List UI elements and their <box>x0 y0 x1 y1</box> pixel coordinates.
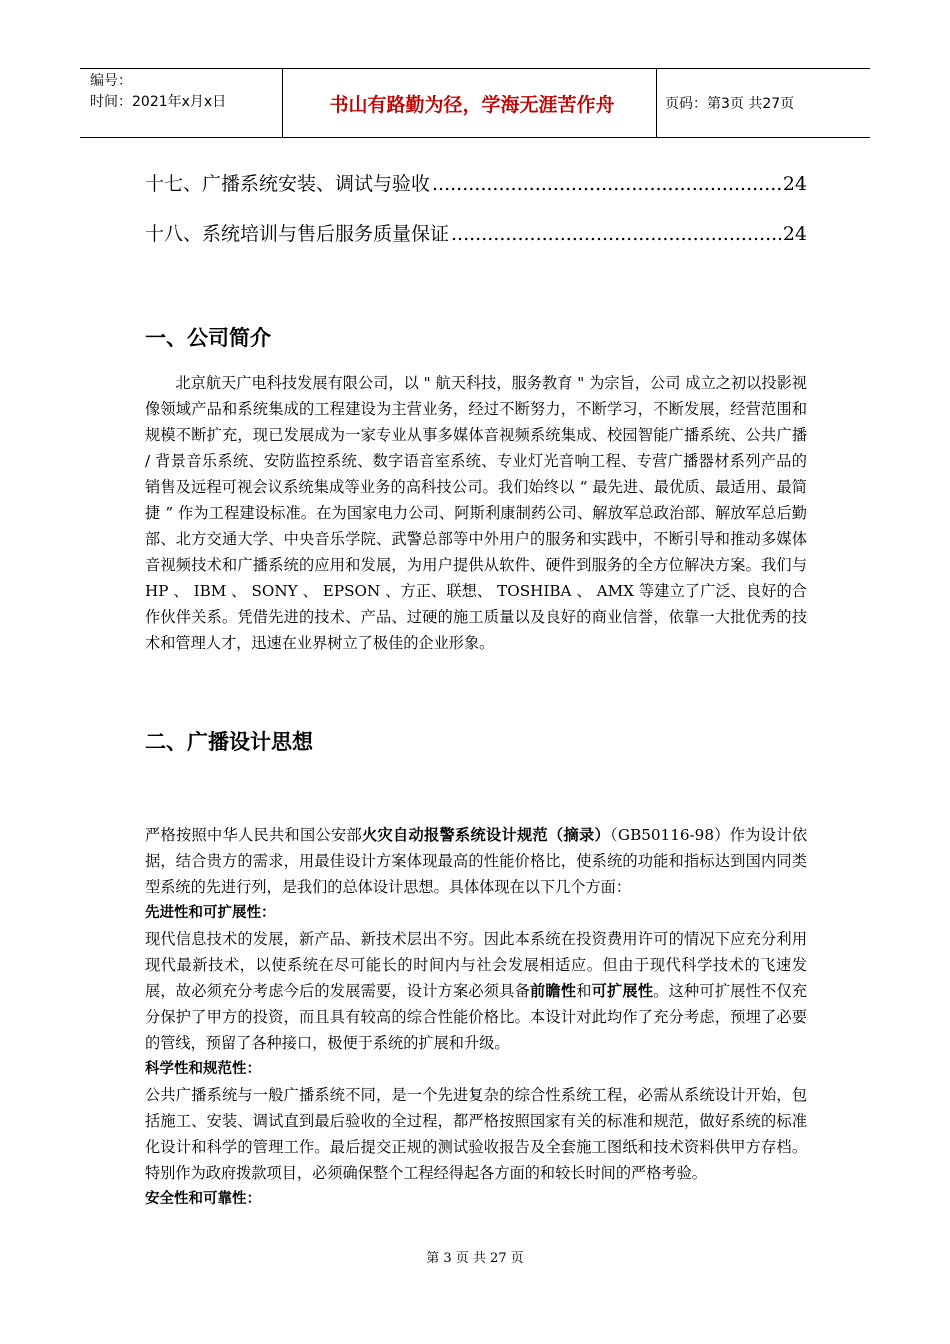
standard-title: 火灾自动报警系统设计规范（摘录） <box>362 826 611 844</box>
page-footer: 第 3 页 共 27 页 <box>426 1251 524 1266</box>
header-motto: 书山有路勤为径，学海无涯苦作舟 <box>329 93 615 116</box>
design-paragraph-2 <box>145 926 807 1056</box>
header-meta <box>90 71 226 113</box>
emphasis: 可扩展性 <box>591 982 654 1000</box>
intro-paragraph <box>145 370 807 656</box>
doc-number-label: 编号： <box>90 73 132 89</box>
design-paragraph-1 <box>145 822 807 900</box>
text-run: 和 <box>576 982 592 1000</box>
header-divider <box>656 69 657 137</box>
text-run: 。这种可扩展性不仅充分保护了甲方的投资，而且具有较高的综合性能价格比。本设计对此均作了充分考虑，预埋了必要的管线，预留了各种接口，极便于系统的扩展和升级。 <box>145 982 808 1052</box>
toc-leader-dots <box>432 172 781 196</box>
toc-entry-page: 24 <box>782 223 807 245</box>
intro-text: 北京航天广电科技发展有限公司，以 " 航天科技，服务教育 " 为宗旨，公司 成立之初以投影视像领域产品和系统集成的工程建设为主营业务，经过不断努力，不断学习，不断发展，经营范围和规模不断扩充，现已发展成为一家专业从事多媒体音视频系统集成、校园智能广播系统、公共广播 / 背景音乐系统、安防监控系统、数字语音室系统、专业灯光音响工程、专营广播器材系列产品的销售及远程可视会议系统集成等业务的高科技公司。我们始终以 “ 最先进、最优质、最适用、最简捷 ” 作为工程建设标准。在为国家电力公司、阿斯利康制药公司、解放军总政治部、解放军总后勤部、北方交通大学、中央音乐学院、武警总部等中外用户的服务和实践中，不断引导和推动多媒体音视频技术和广播系统的应用和发展，为用户提供从软件、硬件到服务的全方位解决方案。我们与 HP 、 IBM 、 SONY 、 EPSON 、方正、联想、 TOSHIBA 、 AMX 等建立了广泛、良好的合作伙伴关系。凭借先进的技术、产品、过硬的施工质量以及良好的商业信誉，依靠一大批优秀的技术和管理人才，迅速在业界树立了极佳的企业形象。 <box>145 374 807 652</box>
toc-entry-title: 十七、广播系统安装、调试与验收 <box>145 173 431 195</box>
text-run: （GB50116-98）作为设计依据，结合贵方的需求，用最佳设计方案体现最高的性能价格比，使系统的功能和指标达到国内同类型系统的先进行列，是我们的总体设计思想。具体体现在以下几个方面： <box>145 826 808 896</box>
subheading-safety: 安全性和可靠性： <box>145 1191 261 1207</box>
subheading-advanced: 先进性和可扩展性： <box>145 905 276 921</box>
page-header <box>80 68 870 138</box>
toc-leader-dots <box>451 222 781 246</box>
header-page-info: 页码：第3页 共27页 <box>665 96 795 112</box>
section-heading-intro: 一、公司简介 <box>145 326 271 350</box>
toc-entry-title: 十八、系统培训与售后服务质量保证 <box>145 223 450 245</box>
section-heading-design: 二、广播设计思想 <box>145 730 313 754</box>
toc-entry[interactable] <box>145 222 807 246</box>
text-run: 现代信息技术的发展，新产品、新技术层出不穷。因此本系统在投资费用许可的情况下应充分利用现代最新技术，以使系统在尽可能长的时间内与社会发展相适应。但由于现代科学技术的飞速发展，故必须充分考虑今后的发展需要，设计方案必须具备 <box>145 930 807 1000</box>
text-run: 严格按照中华人民共和国公安部 <box>145 826 363 844</box>
doc-date-label: 时间：2021年x月x日 <box>90 94 227 110</box>
toc-entry[interactable] <box>145 172 807 196</box>
subheading-scientific: 科学性和规范性： <box>145 1061 261 1077</box>
toc-entry-page: 24 <box>782 173 807 195</box>
design-paragraph-3: 公共广播系统与一般广播系统不同，是一个先进复杂的综合性系统工程，必需从系统设计开始，包括施工、安装、调试直到最后验收的全过程，都严格按照国家有关的标准和规范，做好系统的标准化设计和科学的管理工作。最后提交正规的测试验收报告及全套施工图纸和技术资料供甲方存档。特别作为政府拨款项目，必须确保整个工程经得起各方面的和较长时间的严格考验。 <box>145 1086 807 1182</box>
design-body <box>145 822 807 1212</box>
emphasis: 前瞻性 <box>530 982 577 1000</box>
